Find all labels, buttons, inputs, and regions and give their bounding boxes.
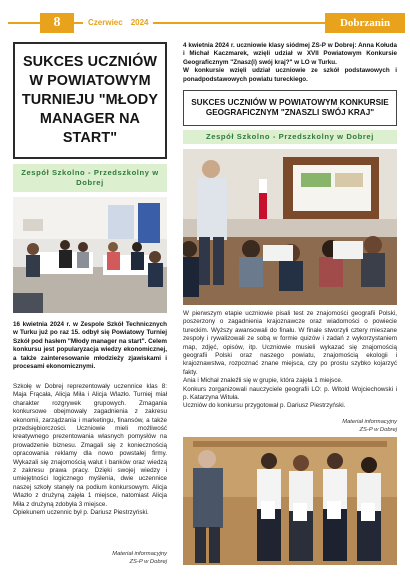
right-caption [183, 419, 397, 434]
left-article-title-box [13, 42, 167, 159]
issue-date [83, 14, 153, 31]
turniej-photo [13, 197, 167, 313]
left-lead-paragraph [13, 321, 167, 371]
right-caption-line-1: Materiał informacyjny [342, 419, 397, 425]
right-body-paragraph-3: Konkurs zorganizowali nauczyciele geografii LO: p. Witold Wojciechowski i p. Katarzyna Wituła. [183, 385, 397, 402]
page-number: 8 [40, 13, 74, 33]
right-school-band: Zespół Szkolno - Przedszkolny w Dobrej [183, 130, 397, 144]
right-body-paragraph-4: Uczniów do konkursu przygotował p. Dariusz Piestrzyński. [183, 402, 346, 410]
left-body-paragraph-2: Opiekunem uczennic był p. Dariusz Piestrzyński. [13, 509, 149, 517]
left-article-title: SUKCES UCZNIÓW W POWIATOWYM TURNIEJU "MŁODY MANAGER NA START" [21, 54, 159, 146]
left-caption-line-2: ZS-P w Dobrej [129, 558, 167, 565]
left-school-band: Zespół Szkolno - Przedszkolny w Dobrej [13, 164, 167, 192]
konkurs-photo [183, 149, 397, 305]
left-lead-text: w Zespole Szkół Technicznych w Turku już po raz 15. odbył się Powiatowy Turniej Szkół pod hasłem "Młody manager na start". Celem konkursu jest popularyzacja wiedzy ekonomicznej, a także zainteresowanie młodzieży zjawiskami i procesami ekonomicznymi. [13, 321, 167, 371]
page-header [8, 13, 405, 33]
left-caption [13, 551, 167, 566]
left-lead-date: 16 kwietnia 2024 r. [13, 321, 71, 328]
right-intro-paragraph-2: W konkursie wzięli udział uczniowie ze szkół podstawowych i ponadpodstawowych powiatu tureckiego. [183, 67, 397, 83]
right-body-paragraph-1: W pierwszym etapie uczniowie pisali test ze znajomości geografii Polski, poszerzony o zagadnienia krajoznawcze oraz wiadomości o powiecie tureckim. Wyższy awansowali do finału. W finale stworzyli cztery mieszane zespoły i rywalizowali ze sobą w formie quizów i zadań z wykorzystaniem map, zdjęć, opisów, itp. Uczniowie musieli wykazać się znajomością geografii Polski oraz naszego powiatu, znajomością ekologii i krajoznawstwa, rozpoznać znane miejsca, czy po prostu szybko kojarzyć fakty. [183, 310, 397, 376]
right-intro-text [183, 42, 397, 84]
right-intro-paragraph-1: 4 kwietnia 2024 r. uczniowie klasy siódmej ZS-P w Dobrej: Anna Kołuda i Michał Kaczmarek, wzięli udział w XVII Powiatowym Konkursie Geograficznym "Znasz(i) swój kraj?" w LO w Turku. [183, 42, 397, 66]
left-body-paragraph-1: Szkołę w Dobrej reprezentowały uczennice klas 8: Maja Frącała, Alicja Miła i Alicja Wlazło. Turniej miał charakter rozgrywek grupowych. Zmagania konkursowe obejmowały zagadnienia z zakresu ekonomii, zarządzania i marketingu, finansów, a także przedsiębiorczości. Uczniowie mieli możliwość kreatywnego prezentowania własnych pomysłów na prowadzenie biznesu. Zmagali się z koniecznością opracowania reklamy dla nowo powstałej firmy. Wykazali się znajomością walut i banków oraz wiedzą z zakresu prawa pracy. Dzięki swojej wiedzy i umiejętności logicznego myślenia, dwie uczennice naszej szkoły stanęły na podium konkursowym. Alicja Wlazło z drużyną zajęła 1 miejsce, natomiast Alicja Miła z drużyną zdobyła 3 miejsce. [13, 383, 167, 508]
right-caption-line-2: ZS-P w Dobrej [359, 426, 397, 433]
award-ceremony-photo [183, 437, 397, 565]
left-caption-line-1: Materiał informacyjny [112, 551, 167, 557]
issue-year: 2024 [130, 18, 149, 27]
right-article-title-box [183, 90, 397, 126]
left-body-text [13, 383, 167, 518]
right-article-title: SUKCES UCZNIÓW W POWIATOWYM KONKURSIE GEOGRAFICZNYM "ZNASZLI SWÓJ KRAJ" [191, 97, 389, 117]
issue-month: Czerwiec [88, 18, 123, 27]
right-body-paragraph-2: Ania i Michał znaleźli się w grupie, która zajęła 1 miejsce. [183, 377, 343, 385]
newspaper-title: Dobrzanin [325, 13, 405, 33]
right-body-text [183, 310, 397, 411]
